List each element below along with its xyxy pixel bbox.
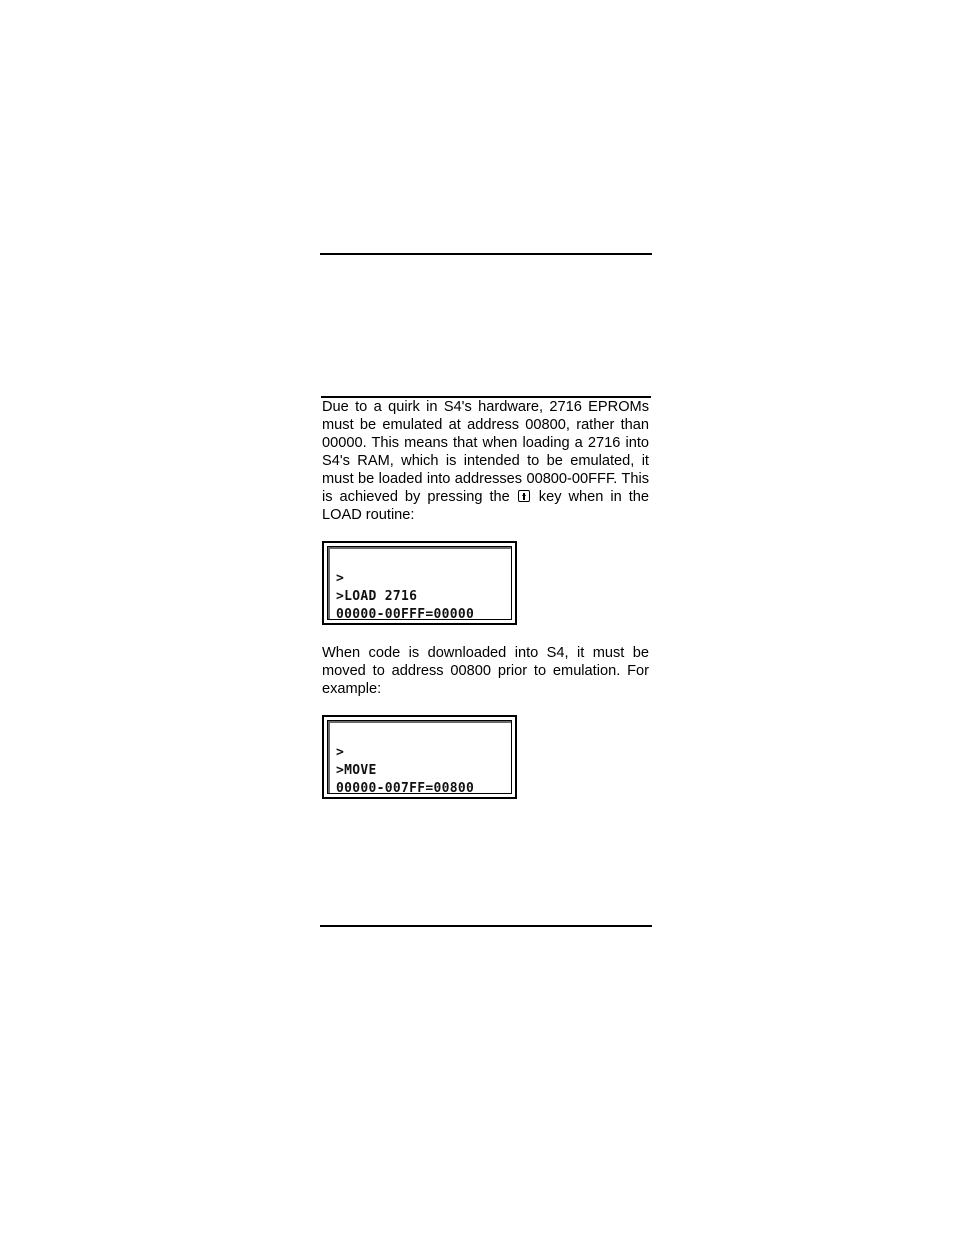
header-rule [320,253,652,255]
footer-rule [320,925,652,927]
paragraph-text-before-key: Due to a quirk in S4's hardware, 2716 EPROMs must be emulated at address 00800, rather than 00000. This means that when loading a 2716 into S4's RAM, which is intended to be emulated, it must be loaded into addresses 00800-00FFF. This is achieved by pressing the [322,399,649,505]
lcd-screen [327,546,512,620]
lcd-screen [327,720,512,794]
paragraph-text-after-key: key when in the LOAD routine: [322,489,649,523]
load-instructions-paragraph [322,398,649,524]
lcd-line-address-range: 00000-00FFF=00000 [336,607,475,622]
move-instructions-paragraph: When code is downloaded into S4, it must be moved to address 00800 prior to emulation. For example: [322,645,649,697]
lcd-display-load [322,541,517,625]
lcd-line-prompt: > [336,571,345,586]
lcd-line-command: >LOAD 2716 [336,589,418,604]
lcd-line-command: >MOVE [336,763,377,778]
lcd-line-address-range: 00000-007FF=00800 [336,781,475,796]
lcd-display-move [322,715,517,799]
up-arrow-key-icon [518,490,530,502]
lcd-line-prompt: > [336,745,345,760]
